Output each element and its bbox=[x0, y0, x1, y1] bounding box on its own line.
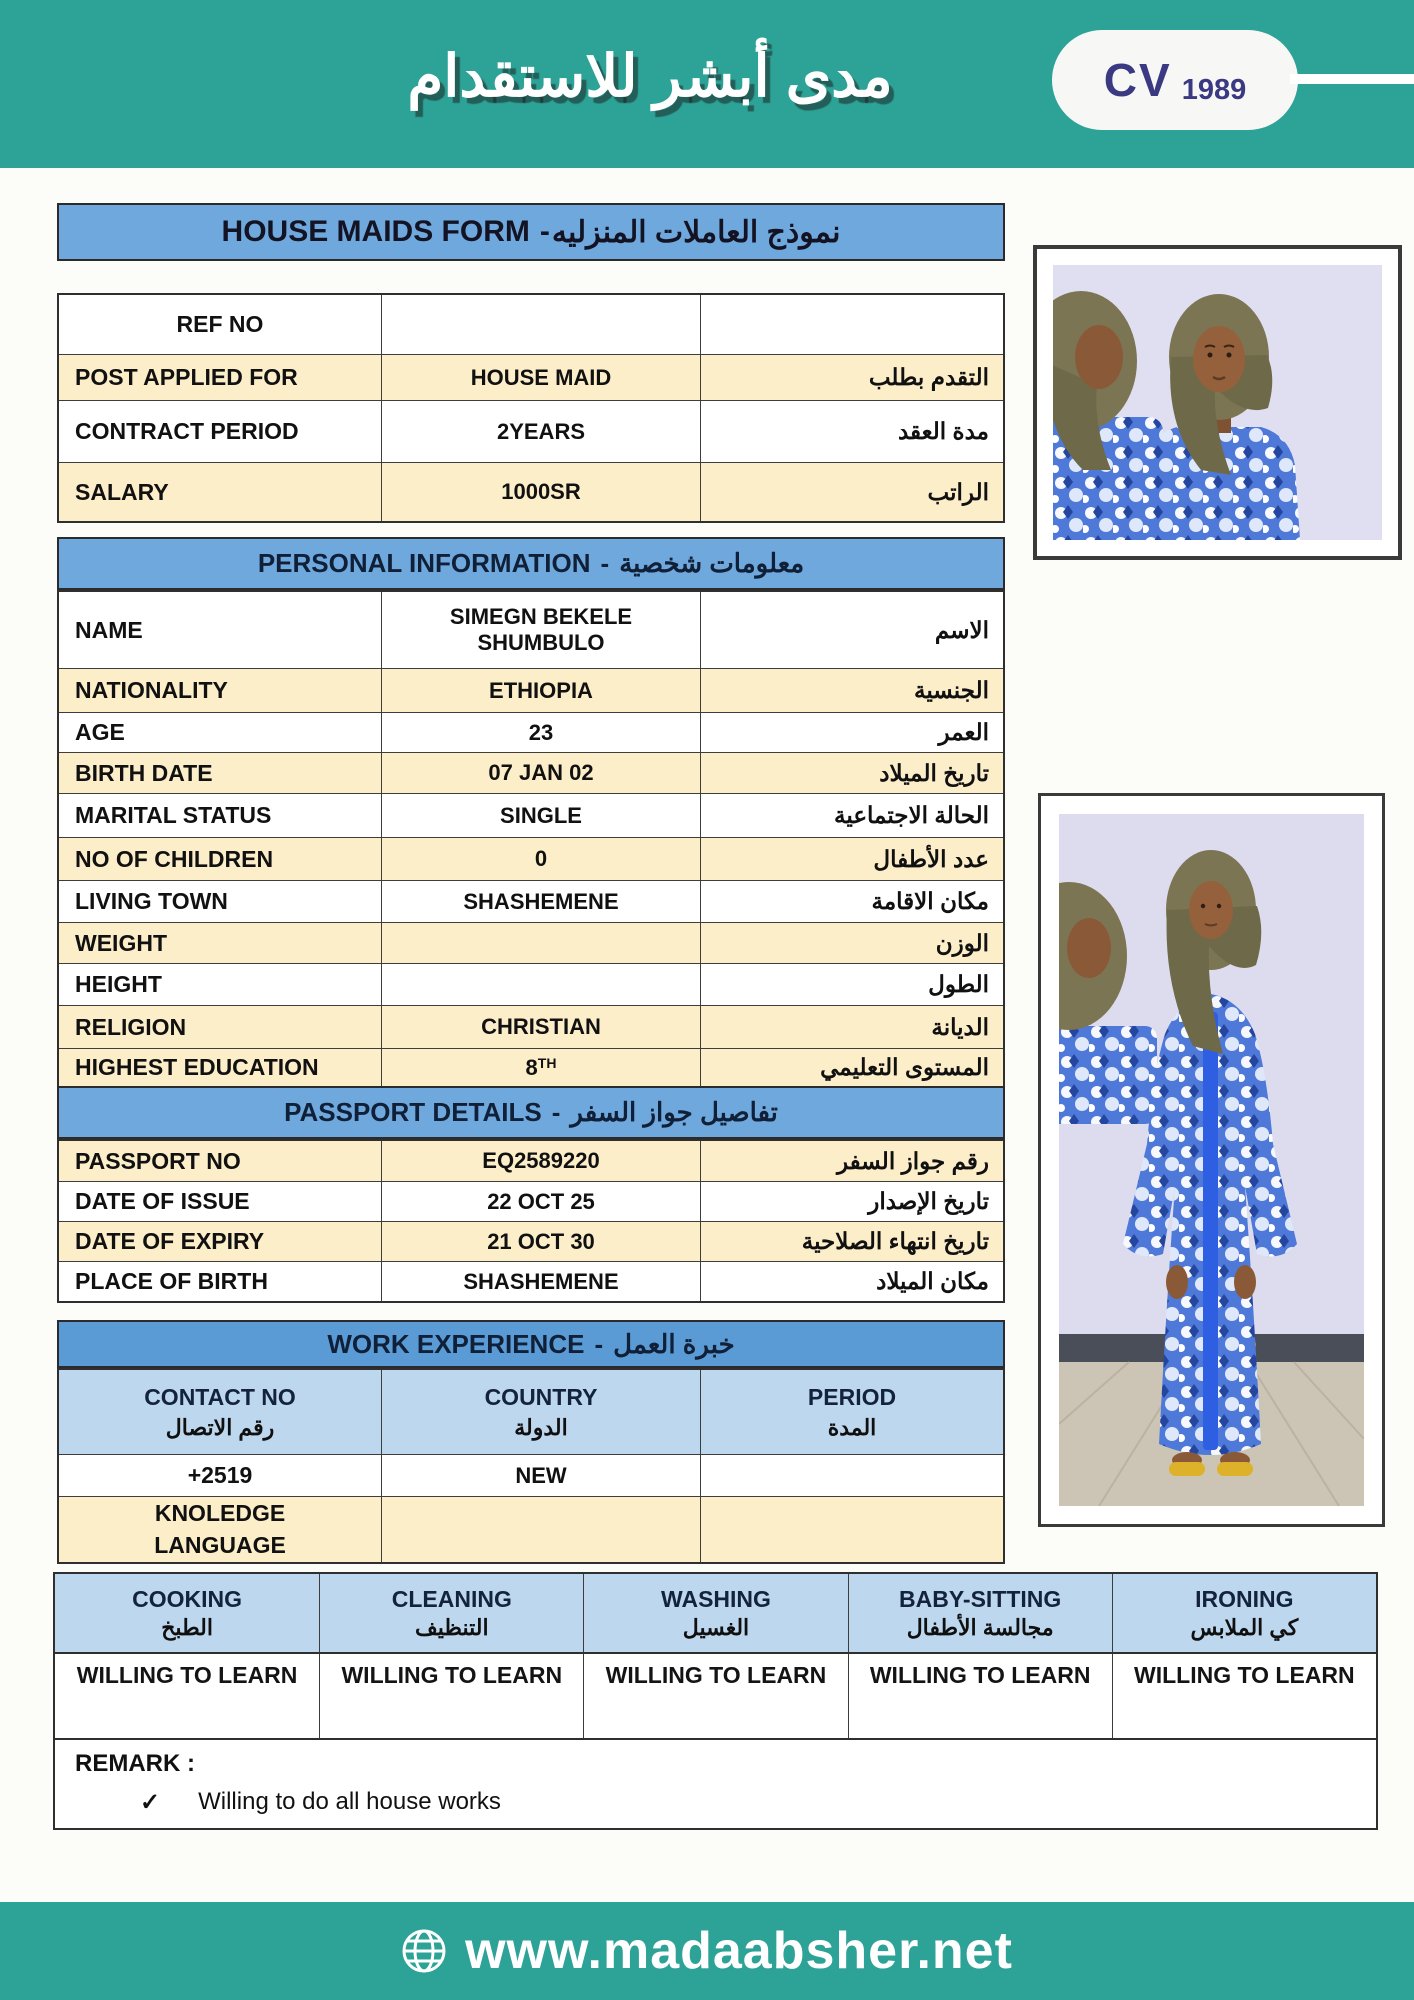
cv-year: 1989 bbox=[1181, 73, 1247, 106]
row-label-arabic: رقم جواز السفر bbox=[836, 1147, 989, 1174]
skills-value-row bbox=[55, 1652, 1376, 1738]
row-label-arabic: الاسم bbox=[934, 616, 989, 643]
row-label-arabic: الطول bbox=[928, 971, 989, 997]
form-title-ar: نموذج العاملات المنزليه bbox=[551, 215, 841, 249]
row-label-arabic: مكان الميلاد bbox=[876, 1268, 989, 1294]
row-label: HEIGHT bbox=[75, 971, 162, 997]
row-label: POST APPLIED FOR bbox=[75, 364, 298, 390]
table-row bbox=[59, 1005, 1003, 1048]
column-header: PERIOD المدة bbox=[807, 1383, 897, 1440]
table-row bbox=[59, 1496, 1003, 1562]
remark-label: REMARK : bbox=[75, 1750, 195, 1777]
row-label: PASSPORT NO bbox=[75, 1147, 241, 1174]
skill-value: WILLING TO LEARN bbox=[1112, 1654, 1376, 1738]
row-value: SHASHEMENE bbox=[381, 1262, 701, 1301]
table-row bbox=[59, 922, 1003, 963]
table-row bbox=[59, 793, 1003, 837]
row-value bbox=[381, 295, 701, 354]
row-label-arabic: عدد الأطفال bbox=[873, 845, 989, 872]
row-value bbox=[381, 923, 701, 963]
website-url: www.madaabsher.net bbox=[465, 1922, 1013, 1980]
globe-icon bbox=[401, 1928, 447, 1974]
row-label: DATE OF ISSUE bbox=[75, 1188, 250, 1214]
row-label: NATIONALITY bbox=[75, 677, 228, 703]
skill-column-header: COOKING الطبخ bbox=[55, 1574, 319, 1652]
row-label: CONTRACT PERIOD bbox=[75, 418, 299, 444]
table-row bbox=[59, 712, 1003, 752]
row-label-arabic: الجنسية bbox=[914, 677, 989, 703]
row-label-arabic: تاريخ الميلاد bbox=[879, 759, 989, 786]
work-experience-header: WORK EXPERIENCE - خبرة العمل bbox=[57, 1320, 1005, 1368]
table-row bbox=[59, 400, 1003, 462]
badge-connector-line bbox=[1290, 74, 1414, 84]
row-label-arabic: الوزن bbox=[935, 929, 989, 956]
row-label-arabic: تاريخ الإصدار bbox=[868, 1188, 989, 1214]
skill-value: WILLING TO LEARN bbox=[76, 1662, 298, 1688]
row-label-arabic: الحالة الاجتماعية bbox=[834, 802, 989, 828]
row-value: SIMEGN BEKELE SHUMBULO bbox=[449, 603, 633, 655]
row-label-arabic: مكان الاقامة bbox=[871, 888, 989, 914]
skill-value: WILLING TO LEARN bbox=[583, 1654, 847, 1738]
row-label-arabic: تاريخ انتهاء الصلاحية bbox=[801, 1228, 989, 1254]
table-row bbox=[59, 837, 1003, 880]
skills-table bbox=[53, 1572, 1378, 1740]
portrait-illustration bbox=[1053, 265, 1382, 540]
row-value bbox=[381, 964, 701, 1005]
row-value: 8 bbox=[525, 1054, 538, 1080]
table-row bbox=[59, 1261, 1003, 1301]
row-value: CHRISTIAN bbox=[381, 1006, 701, 1048]
row-value: ETHIOPIA bbox=[381, 669, 701, 712]
sandal bbox=[1169, 1462, 1205, 1476]
table-row bbox=[59, 1181, 1003, 1221]
row-value: EQ2589220 bbox=[381, 1141, 701, 1181]
row-label: REF NO bbox=[176, 311, 264, 337]
table-row bbox=[59, 462, 1003, 521]
check-icon: ✓ bbox=[140, 1789, 161, 1816]
table-row bbox=[59, 880, 1003, 922]
row-label: PLACE OF BIRTH bbox=[75, 1268, 268, 1294]
row-value: 1000SR bbox=[381, 463, 701, 521]
row-label: NO OF CHILDREN bbox=[75, 845, 274, 872]
sandal bbox=[1217, 1462, 1253, 1476]
row-value: 07 JAN 02 bbox=[381, 753, 701, 793]
row-label-arabic bbox=[701, 295, 1003, 354]
table-row bbox=[59, 1454, 1003, 1496]
footer-band bbox=[0, 1902, 1414, 2000]
table-row bbox=[59, 752, 1003, 793]
contact-no-value: +2519 bbox=[187, 1462, 253, 1488]
table-row bbox=[59, 668, 1003, 712]
cv-number-badge bbox=[1052, 30, 1298, 130]
table-row bbox=[59, 295, 1003, 354]
skills-header-row bbox=[55, 1574, 1376, 1652]
table-row bbox=[59, 354, 1003, 400]
cv-label: CV bbox=[1103, 54, 1172, 106]
portrait-photo bbox=[1053, 265, 1382, 540]
column-header: COUNTRY الدولة bbox=[381, 1370, 701, 1454]
country-value: NEW bbox=[381, 1455, 701, 1496]
row-label-arabic: المستوى التعليمي bbox=[820, 1054, 989, 1080]
application-summary-table bbox=[57, 293, 1005, 523]
skill-column-header: BABY-SITTING مجالسة الأطفال bbox=[848, 1574, 1112, 1652]
country-value bbox=[381, 1497, 701, 1562]
skill-value: WILLING TO LEARN bbox=[848, 1654, 1112, 1738]
row-value: 2YEARS bbox=[381, 401, 701, 462]
row-label: AGE bbox=[75, 719, 125, 745]
work-experience-table bbox=[57, 1368, 1005, 1564]
row-label: RELIGION bbox=[75, 1013, 187, 1040]
row-label-arabic: الراتب bbox=[927, 478, 989, 505]
row-label: WEIGHT bbox=[75, 929, 167, 956]
remark-item bbox=[75, 1788, 1376, 1817]
table-row bbox=[59, 592, 1003, 668]
skill-column-header: WASHING الغسيل bbox=[583, 1574, 847, 1652]
row-value: 23 bbox=[381, 713, 701, 752]
table-row bbox=[59, 1221, 1003, 1261]
row-label-arabic: مدة العقد bbox=[897, 418, 989, 444]
row-label: MARITAL STATUS bbox=[75, 802, 272, 828]
passport-details-header: PASSPORT DETAILS - تفاصيل جواز السفر bbox=[57, 1086, 1005, 1139]
row-label-arabic: الديانة bbox=[931, 1013, 989, 1040]
table-row bbox=[59, 963, 1003, 1005]
skill-value: WILLING TO LEARN bbox=[319, 1654, 583, 1738]
row-value: SINGLE bbox=[381, 794, 701, 837]
row-value: 0 bbox=[381, 838, 701, 880]
row-value: SHASHEMENE bbox=[381, 881, 701, 922]
column-header: CONTACT NO رقم الاتصال bbox=[144, 1383, 296, 1440]
applicant-photo-portrait bbox=[1033, 245, 1402, 560]
row-label: LIVING TOWN bbox=[75, 888, 228, 914]
period-value bbox=[701, 1497, 1003, 1562]
agency-name-arabic: مدى أبشر للاستقدام bbox=[407, 44, 893, 109]
period-value bbox=[701, 1455, 1003, 1496]
full-body-illustration bbox=[1059, 814, 1364, 1506]
remark-box bbox=[53, 1738, 1378, 1830]
form-title-bar: HOUSE MAIDS FORM - نموذج العاملات المنزليه bbox=[57, 203, 1005, 261]
applicant-photo-full-body bbox=[1038, 793, 1385, 1527]
row-label: HIGHEST EDUCATION bbox=[75, 1054, 319, 1080]
table-row: HIGHEST EDUCATION 8 $^{TH}$ المستوى التعليمي bbox=[59, 1048, 1003, 1086]
skill-column-header: IRONING كي الملابس bbox=[1112, 1574, 1376, 1652]
personal-information-table bbox=[57, 590, 1005, 1088]
row-label: BIRTH DATE bbox=[75, 759, 213, 786]
table-row bbox=[59, 1141, 1003, 1181]
row-label: NAME bbox=[75, 616, 143, 643]
personal-information-header: PERSONAL INFORMATION - معلومات شخصية bbox=[57, 537, 1005, 590]
row-label-arabic: العمر bbox=[938, 719, 989, 745]
knowledge-language-label: KNOLEDGE LANGUAGE bbox=[154, 1500, 286, 1558]
full-body-photo bbox=[1059, 814, 1364, 1506]
row-value: HOUSE MAID bbox=[381, 355, 701, 400]
form-title-en: HOUSE MAIDS FORM bbox=[221, 215, 530, 248]
row-label: DATE OF EXPIRY bbox=[75, 1228, 265, 1254]
remark-text: Willing to do all house works bbox=[198, 1788, 501, 1815]
row-value: 21 OCT 30 bbox=[381, 1222, 701, 1261]
work-column-header-row bbox=[59, 1370, 1003, 1454]
passport-details-table bbox=[57, 1139, 1005, 1303]
skill-column-header: CLEANING التنظيف bbox=[319, 1574, 583, 1652]
row-label-arabic: التقدم بطلب bbox=[868, 364, 989, 390]
row-label: SALARY bbox=[75, 478, 169, 505]
row-value: 22 OCT 25 bbox=[381, 1182, 701, 1221]
